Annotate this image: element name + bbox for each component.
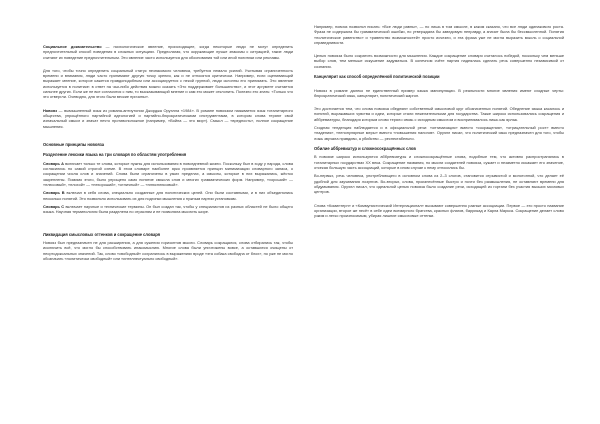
paragraph: Новояз был предназначен не для расширения, а для сужения горизонтов мысли. Словарь сокращался, слова отбирались так, чтобы исключить всё, что могло бы способствовать инакомыслию. Многие слова были уничтожены вовсе, а оставшиеся очищены от неортодоксальных значений. Так, слово «свободный» сохранилось в выражениях вроде «эта собака свободна от блох», но уже не могло обозначать «политически свободный» или «интеллектуально свободный». [43,240,293,261]
right-column [314,24,564,221]
paragraph: Например, новояз позволял писать: «Все люди равны», — но лишь в том смысле, в каком сказано, что все люди одинакового роста. Фраза не содержала бы грамматической ошибки, но утверждала бы заведомую неправду, а значит была бы бессмысленной. Понятия «политическое равенство» и «равенство возможностей» просто исчезли, и эта фраза уже не могла выразить мысль о социальной справедливости. [314,24,564,45]
paragraph: Новояз в романе далеко не единственный пример языка манипуляции. В реальности многие явления имеют сходные черты: бюрократический язык, канцелярит, политический жаргон. [314,87,564,98]
subsection-heading: Ликвидация смысловых оттенков и сокращение словаря [43,231,161,237]
paragraph: Во-первых, речь человека, употребляющего в основном слова из 2–3 слогов, становится отрывистой и монотонной, что делает её удобной для заучивания лозунгов. Во-вторых, слова, произнесённые быстро и почти без размышления, не оставляют времени для обдумывания. Оруэлл писал, что идеальной целью новояза было создание речи, исходящей из гортани без участия высших мозговых центров. [314,173,564,195]
paragraph: Сходная тенденция наблюдается и в официальной речи: «оптимизация» вместо «сокращения», «отрицательный рост» вместо «падения», «непопулярные меры» вместо «повышения налогов». Оруэлл писал, что политический язык предназначен для того, чтобы ложь звучала правдиво, а убийство — респектабельно. [314,125,564,141]
paragraph: Словарь A включает только те слова, которые нужны для использования в повседневной жизни. Поскольку был в ходу у народа, слова согласились по самой строгой схеме. В этом словаре наиболее ярко проявляется принцип минимизации словарного запаса, о сокращении числа слов и значений. Слова были ограничены в узких пределах, а смыслы, которые в них выражались, жёстко закреплены. Помимо этого, было упрощено само понятие смысла слов и многих грамматических форм. Например, «хороший» — «плюсовый», «плохой» — «нехороший», «отличный» — «плюсплюсовый». [43,160,293,188]
subsection-heading: Обилие аббревиатур и сложносокращённых слов [314,145,416,151]
paragraph: Для того, чтобы точно определить социальный статус незнакомого человека, требуется немало усилий. Учитывая ограниченность времени и внимания, люди часто принимают другую точку зрения, как и не относятся критически. Например, если оценивающий выражает мнение, которое кажется правдоподобным или ассоциируется с некой группой, люди склонны его принимать. Это явление используется в политике: в ответ на чьи-либо действия можно сказать «Это поддерживает большинство», и этот аргумент считается сильнее других. Если же не все согласятся с ним, то высказывающий мнение и сам его может отклонить. Полезно это знать: «Только что это отвергли. Очевидно, для этого были веские причины». [43,67,293,100]
left-column [43,44,293,264]
paragraph: Целью новояза было сократить возможности для мышления. Каждое сокращение словаря считалось победой, поскольку чем меньше выбор слов, тем меньше искушение задуматься. В конечном счёте партия надеялась сделать речь совершенно независимой от сознания. [314,53,564,69]
section-heading: Основные принципы новояза [43,141,104,147]
term: Социальное доказательство [43,44,102,49]
term: Словарь C [43,203,65,209]
paragraph: Новояз — вымышленный язык из романа-антиутопии Джорджа Оруэлла «1984». В романе новоязом называется язык тоталитарного общества, упрощённого партийной идеологией и партийно-бюрократическими инструментами, в котором слова теряют свой изначальный смысл и значат нечто противоположное (например, «Война — это мир»). Смысл — «вредность», полное сокращение мышления. [43,107,293,129]
paragraph: Словарь C включает научные и технические термины. Он был создан так, чтобы у специалистов из разных областей не было общего языка. Научная терминология была разделена по отраслям и не позволяла мыслить шире. [43,203,293,215]
term: Словарь B [43,190,65,196]
paragraph: Слова «Коминтерн» и «Коммунистический Интернационал» вызывают совершенно разные ассоциации. Первое — это просто название организации, второе же несёт в себе идеи всемирного братства, красных флагов, баррикад и Карла Маркса. Сокращение делает слово узким и легко произносимым, убирая лишние смысловые оттенки. [314,202,564,219]
paragraph: В новоязе широко используются аббревиатуры и сложносокращённые слова, подобные тем, что активно распространялись в тоталитарных государствах XX века. Сокращение названия, по мысли создателей новояза, сужает и незаметно искажает его значение, отсекая большую часть ассоциаций, которые в ином случае к нему относились бы. [314,154,564,171]
term: Словарь A [43,160,64,166]
section-heading: Канцелярит как способ определённой политической позиции [314,74,440,80]
paragraph: Это достигается тем, что слова новояза обедняют собственный смысловой круг обозначенных понятий. Обеднение языка касалось и понятий, выражавших чувства и идеи, которые стали нежелательными для государства. Также широко использовались сокращения и аббревиатуры, благодаря которым слово теряло связь с исходным смыслом и воспринималось лишь как ярлык. [314,106,564,122]
subsection-heading: Разделение лексики языка на три словаря по областям употребления [43,152,187,158]
paragraph: Словарь B включал в себя слова, специально созданные для политических целей. Они были составными, и в них объединялись несколько понятий. Это позволяло использовать их для подгонки мышления к нужным партии установкам. [43,190,293,201]
paragraph: Социальное доказательство — психологическое явление, происходящее, когда некоторые люди не могут определить предпочтительный способ поведения в сложных ситуациях. Предполагая, что окружающие лучше знакомы с ситуацией, такие люди считают их поведение предпочтительным. Это явление часто используется для обоснования той или иной политики или рекламы. [43,44,293,60]
term: Новояз [43,107,58,113]
